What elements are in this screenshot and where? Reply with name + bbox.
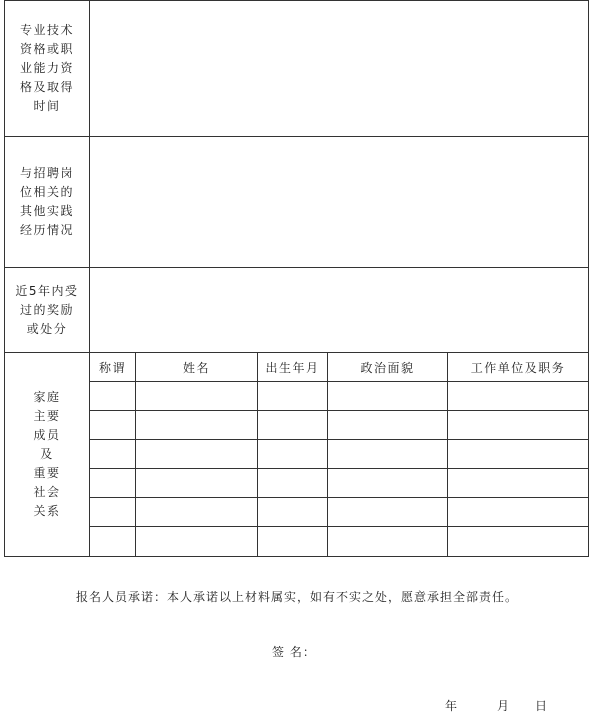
birth-date-cell[interactable] [258, 382, 328, 411]
family-row [5, 382, 589, 411]
political-status-cell[interactable] [328, 440, 448, 469]
relation-cell[interactable] [90, 527, 136, 557]
birth-date-cell[interactable] [258, 527, 328, 557]
birth-date-cell[interactable] [258, 498, 328, 527]
employer-cell[interactable] [448, 411, 589, 440]
header-political-status: 政治面貌 [328, 353, 448, 382]
family-row [5, 440, 589, 469]
family-row [5, 469, 589, 498]
date-day-label: 日 [535, 699, 548, 713]
header-name: 姓名 [136, 353, 258, 382]
relation-cell[interactable] [90, 469, 136, 498]
pledge-statement: 报名人员承诺：本人承诺以上材料属实，如有不实之处，愿意承担全部责任。 [75, 590, 518, 604]
employer-cell[interactable] [448, 498, 589, 527]
family-label: 家庭 主要 成员 及 重要 社会 关系 [5, 353, 90, 557]
birth-date-cell[interactable] [258, 469, 328, 498]
header-employer-position: 工作单位及职务 [448, 353, 589, 382]
name-cell[interactable] [136, 440, 258, 469]
experience-field[interactable] [90, 137, 589, 268]
political-status-cell[interactable] [328, 469, 448, 498]
header-birth-date: 出生年月 [258, 353, 328, 382]
family-row [5, 411, 589, 440]
relation-cell[interactable] [90, 382, 136, 411]
employer-cell[interactable] [448, 527, 589, 557]
experience-label: 与招聘岗 位相关的 其他实践 经历情况 [5, 137, 90, 268]
awards-field[interactable] [90, 268, 589, 353]
relation-cell[interactable] [90, 411, 136, 440]
family-row [5, 527, 589, 557]
political-status-cell[interactable] [328, 411, 448, 440]
birth-date-cell[interactable] [258, 440, 328, 469]
name-cell[interactable] [136, 469, 258, 498]
awards-label: 近5年内受 过的奖励 或处分 [5, 268, 90, 353]
political-status-cell[interactable] [328, 498, 448, 527]
political-status-cell[interactable] [328, 382, 448, 411]
date-year-label: 年 [445, 699, 458, 713]
signature-label: 签 名： [272, 645, 316, 659]
header-relation: 称谓 [90, 353, 136, 382]
name-cell[interactable] [136, 527, 258, 557]
birth-date-cell[interactable] [258, 411, 328, 440]
family-row [5, 498, 589, 527]
date-month-label: 月 [497, 699, 510, 713]
employer-cell[interactable] [448, 440, 589, 469]
name-cell[interactable] [136, 498, 258, 527]
employer-cell[interactable] [448, 382, 589, 411]
employer-cell[interactable] [448, 469, 589, 498]
relation-cell[interactable] [90, 498, 136, 527]
qualification-field[interactable] [90, 1, 589, 137]
relation-cell[interactable] [90, 440, 136, 469]
name-cell[interactable] [136, 382, 258, 411]
qualification-label: 专业技术 资格或职 业能力资 格及取得 时间 [5, 1, 90, 137]
registration-form-table [4, 0, 589, 557]
name-cell[interactable] [136, 411, 258, 440]
political-status-cell[interactable] [328, 527, 448, 557]
